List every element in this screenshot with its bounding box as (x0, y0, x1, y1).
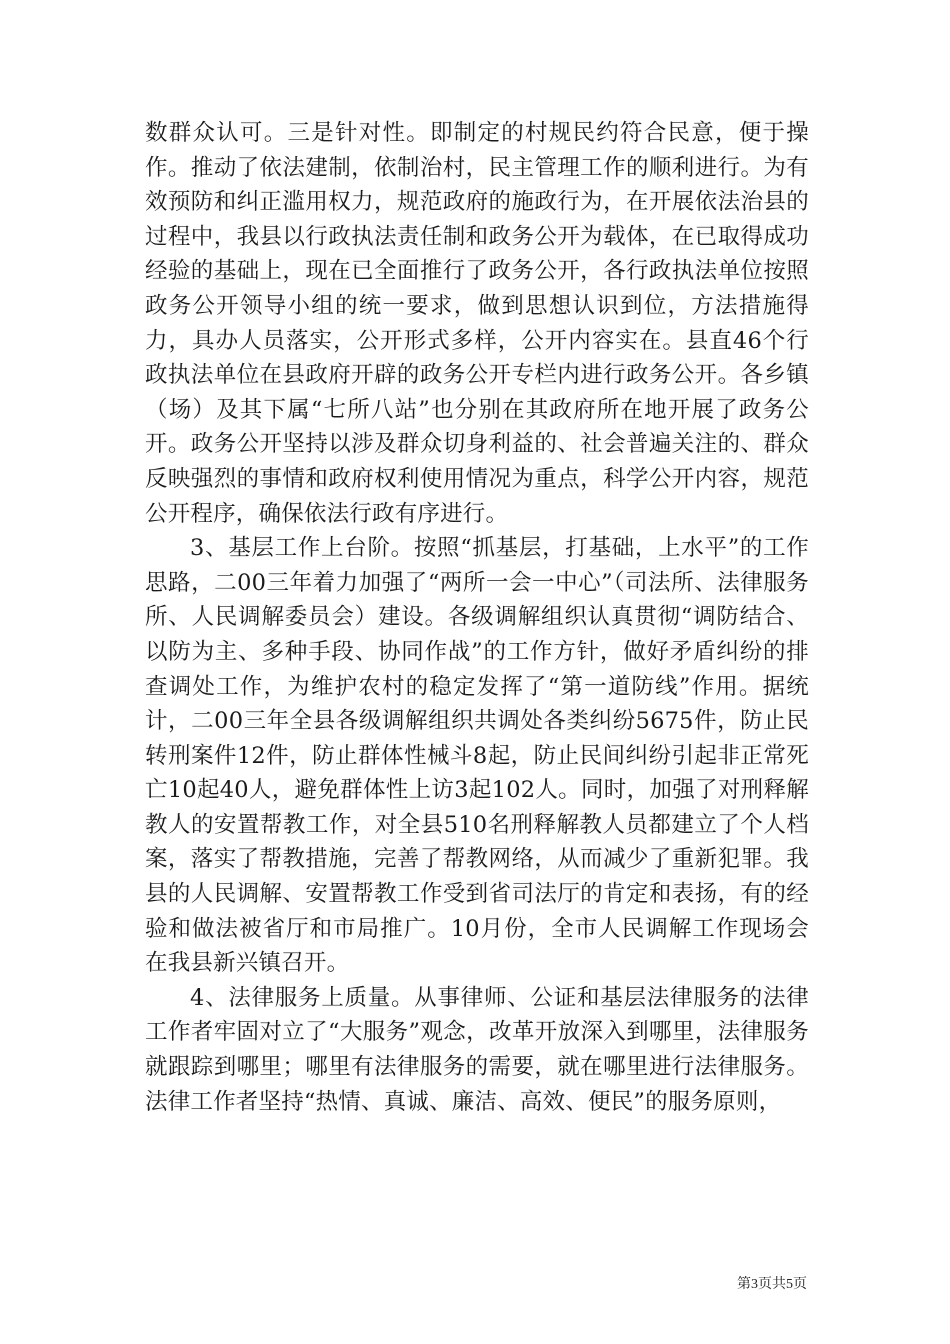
body-text (145, 116, 809, 1119)
paragraph-continuation: 数群众认可。三是针对性。即制定的村规民约符合民意，便于操作。推动了依法建制，依制治村，民主管理工作的顺利进行。为有效预防和纠正滥用权力，规范政府的施政行为，在开展依法治县的过程中，我县以行政执法责任制和政务公开为载体，在已取得成功经验的基础上，现在已全面推行了政务公开，各行政执法单位按照政务公开领导小组的统一要求，做到思想认识到位，方法措施得力，具办人员落实，公开形式多样，公开内容实在。县直46个行政执法单位在县政府开辟的政务公开专栏内进行政务公开。各乡镇（场）及其下属“七所八站”也分别在其政府所在地开展了政务公开。政务公开坚持以涉及群众切身利益的、社会普遍关注的、群众反映强烈的事情和政府权利使用情况为重点，科学公开内容，规范公开程序，确保依法行政有序进行。 (145, 120, 809, 527)
paragraph-section-3: 3、基层工作上台阶。按照“抓基层，打基础，上水平”的工作思路，二00三年着力加强了“两所一会一中心”（司法所、法律服务所、人民调解委员会）建设。各级调解组织认真贯彻“调防结合、以防为主、多种手段、协同作战”的工作方针，做好矛盾纠纷的排查调处工作，为维护农村的稳定发挥了“第一道防线”作用。据统计，二00三年全县各级调解组织共调处各类纠纷5675件，防止民转刑案件12件，防止群体性械斗8起，防止民间纠纷引起非正常死亡10起40人，避免群体性上访3起102人。同时，加强了对刑释解教人的安置帮教工作，对全县510名刑释解教人员都建立了个人档案，落实了帮教措施，完善了帮教网络，从而减少了重新犯罪。我县的人民调解、安置帮教工作受到省司法厅的肯定和表扬，有的经验和做法被省厅和市局推广。10月份，全市人民调解工作现场会在我县新兴镇召开。 (145, 535, 809, 977)
paragraph-section-4: 4、法律服务上质量。从事律师、公证和基层法律服务的法律工作者牢固对立了“大服务”观念，改革开放深入到哪里，法律服务就跟踪到哪里；哪里有法律服务的需要，就在哪里进行法律服务。法律工作者坚持“热情、真诚、廉洁、高效、便民”的服务原则， (145, 984, 809, 1115)
page-number-footer: 第3页共5页 (737, 1277, 807, 1292)
